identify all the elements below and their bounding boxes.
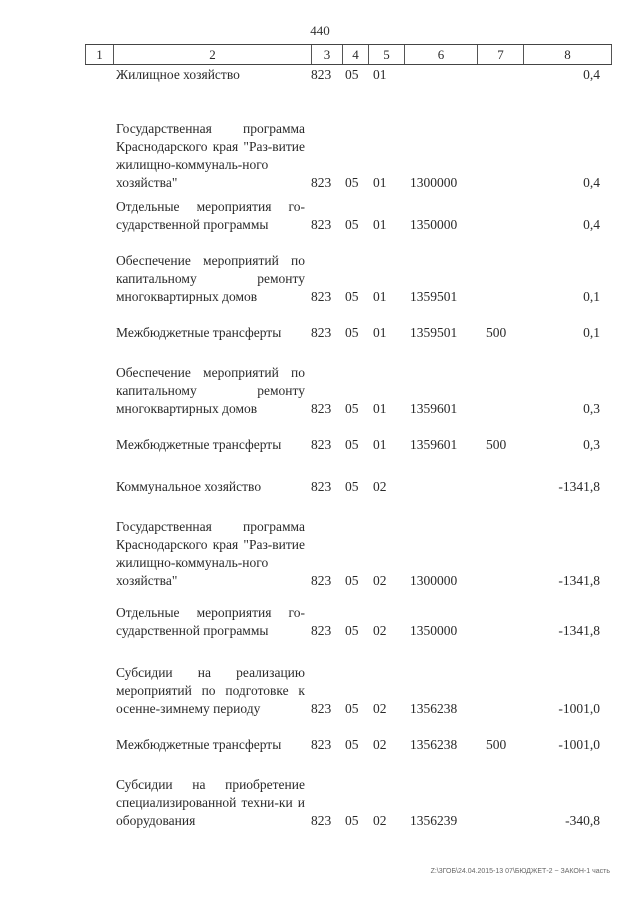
cell-col8: 0,1 [583,289,600,304]
cell-col4: 05 [345,67,359,82]
cell-col5: 01 [373,325,387,340]
cell-col3: 823 [311,623,332,638]
table-row [0,478,640,496]
cell-col4: 05 [345,479,359,494]
cell-col4: 05 [345,701,359,716]
cell-col6: 1359501 [410,289,458,304]
cell-col3: 823 [311,401,332,416]
cell-col5: 02 [373,737,387,752]
cell-col8: 0,3 [583,437,600,452]
table-row [0,664,640,718]
table-row [0,252,640,306]
cell-col5: 02 [373,813,387,828]
cell-col3: 823 [311,573,332,588]
cell-col4: 05 [345,289,359,304]
cell-col5: 02 [373,573,387,588]
row-name: Жилищное хозяйство [116,67,240,82]
cell-col4: 05 [345,623,359,638]
row-name: Межбюджетные трансферты [116,737,282,752]
row-name: Межбюджетные трансферты [116,325,282,340]
cell-col6: 1359601 [410,437,458,452]
cell-col6: 1356239 [410,813,458,828]
header-col-6: 6 [404,45,477,64]
row-name: Государственная программа Краснодарского края "Раз-витие жилищно-коммуналь-ного хозяйства" [116,121,305,190]
cell-col8: -1341,8 [558,623,600,638]
cell-col6: 1300000 [410,175,458,190]
cell-col5: 01 [373,437,387,452]
cell-col3: 823 [311,217,332,232]
cell-col8: -1341,8 [558,573,600,588]
row-name: Отдельные мероприятия го-сударственной программы [116,199,305,232]
row-name: Межбюджетные трансферты [116,437,282,452]
table-row [0,736,640,754]
cell-col8: 0,1 [583,325,600,340]
row-name: Коммунальное хозяйство [116,479,262,494]
row-name: Обеспечение мероприятий по капитальному ремонту многоквартирных домов [116,365,305,416]
cell-col4: 05 [345,175,359,190]
cell-col3: 823 [311,67,332,82]
cell-col3: 823 [311,479,332,494]
cell-col8: 0,4 [583,217,600,232]
cell-col8: 0,4 [583,175,600,190]
cell-col5: 01 [373,289,387,304]
cell-col7: 500 [486,737,507,752]
row-name: Обеспечение мероприятий по капитальному ремонту многоквартирных домов [116,253,305,304]
page-number: 440 [310,23,330,38]
cell-col4: 05 [345,401,359,416]
cell-col5: 01 [373,67,387,82]
cell-col3: 823 [311,737,332,752]
header-col-1: 1 [85,45,113,64]
cell-col3: 823 [311,813,332,828]
cell-col6: 1300000 [410,573,458,588]
table-header [85,44,612,65]
cell-col3: 823 [311,289,332,304]
cell-col5: 01 [373,401,387,416]
cell-col8: 0,4 [583,67,600,82]
cell-col7: 500 [486,437,507,452]
row-name: Отдельные мероприятия го-сударственной программы [116,605,305,638]
table-row [0,436,640,454]
cell-col3: 823 [311,437,332,452]
cell-col8: -1001,0 [558,701,600,716]
cell-col8: -340,8 [565,813,600,828]
cell-col3: 823 [311,175,332,190]
table-row [0,604,640,640]
header-col-2: 2 [113,45,311,64]
cell-col6: 1350000 [410,623,458,638]
table-row [0,324,640,342]
cell-col4: 05 [345,217,359,232]
cell-col6: 1359501 [410,325,458,340]
table-row [0,120,640,192]
header-col-7: 7 [477,45,523,64]
cell-col6: 1356238 [410,701,458,716]
cell-col7: 500 [486,325,507,340]
cell-col4: 05 [345,573,359,588]
cell-col4: 05 [345,737,359,752]
cell-col4: 05 [345,325,359,340]
header-col-4: 4 [342,45,368,64]
table-row [0,364,640,418]
cell-col5: 01 [373,217,387,232]
cell-col8: -1341,8 [558,479,600,494]
cell-col8: 0,3 [583,401,600,416]
table-row [0,518,640,590]
cell-col6: 1350000 [410,217,458,232]
cell-col4: 05 [345,437,359,452]
cell-col5: 02 [373,623,387,638]
table-row [0,66,640,84]
cell-col3: 823 [311,325,332,340]
cell-col8: -1001,0 [558,737,600,752]
row-name: Государственная программа Краснодарского края "Раз-витие жилищно-коммуналь-ного хозяйства" [116,519,305,588]
table-row [0,776,640,830]
cell-col6: 1356238 [410,737,458,752]
header-col-8: 8 [523,45,612,64]
cell-col3: 823 [311,701,332,716]
row-name: Субсидии на приобретение специализированной техни-ки и оборудования [116,777,305,828]
header-col-3: 3 [311,45,342,64]
cell-col5: 02 [373,701,387,716]
row-name: Субсидии на реализацию мероприятий по подготовке к осенне-зимнему периоду [116,665,305,716]
header-col-5: 5 [368,45,404,64]
table-row [0,198,640,234]
cell-col5: 02 [373,479,387,494]
cell-col4: 05 [345,813,359,828]
cell-col6: 1359601 [410,401,458,416]
footer-path: Z:\3ГОБ\24.04.2015-13 07\БЮДЖЕТ-2 ~ ЗАКОН-1 часть [430,868,610,875]
cell-col5: 01 [373,175,387,190]
